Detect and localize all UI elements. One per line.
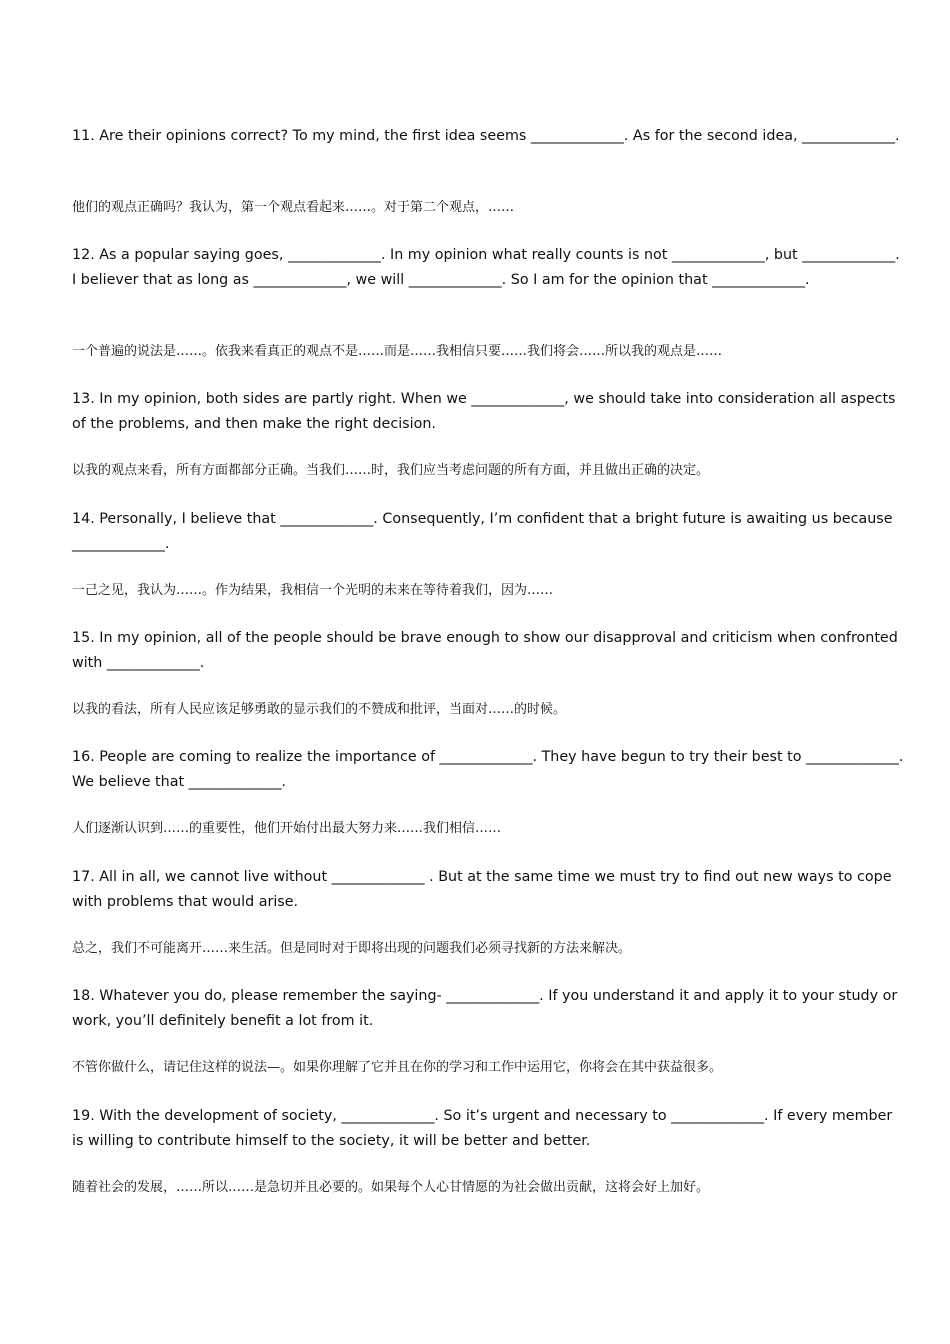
chinese-translation: 一个普遍的说法是……。依我来看真正的观点不是……而是……我相信只要……我们将会……所以我的观点是…… xyxy=(72,344,723,359)
sentence-item-14 xyxy=(72,507,908,598)
english-sentence: 15. In my opinion, all of the people should be brave enough to show our disapproval and criticism when confronted with _____________. xyxy=(72,630,898,671)
chinese-translation: 不管你做什么，请记住这样的说法—。如果你理解了它并且在你的学习和工作中运用它，你将会在其中获益很多。 xyxy=(72,1060,723,1075)
chinese-translation: 以我的看法，所有人民应该足够勇敢的显示我们的不赞成和批评，当面对……的时候。 xyxy=(72,702,567,717)
english-sentence: 14. Personally, I believe that _____________. Consequently, I’m confident that a bright future is awaiting us because _____________. xyxy=(72,511,893,552)
chinese-translation: 人们逐渐认识到……的重要性，他们开始付出最大努力来……我们相信…… xyxy=(72,821,502,836)
sentence-item-17 xyxy=(72,865,908,956)
sentence-item-11 xyxy=(72,124,908,215)
english-sentence: 17. All in all, we cannot live without _____________ . But at the same time we must try to find out new ways to cope with problems that would arise. xyxy=(72,869,892,910)
english-sentence: 19. With the development of society, _____________. So it’s urgent and necessary to _____________. If every member is willing to contribute himself to the society, it will be better and better. xyxy=(72,1108,893,1149)
sentence-item-12 xyxy=(72,243,908,359)
sentence-item-13 xyxy=(72,387,908,478)
chinese-translation: 一己之见，我认为……。作为结果，我相信一个光明的未来在等待着我们，因为…… xyxy=(72,583,554,598)
chinese-translation: 随着社会的发展，……所以……是急切并且必要的。如果每个人心甘情愿的为社会做出贡献，这将会好上加好。 xyxy=(72,1180,710,1195)
english-sentence: 11. Are their opinions correct? To my mind, the first idea seems _____________. As for the second idea, _____________. xyxy=(72,128,900,144)
chinese-translation: 总之，我们不可能离开……来生活。但是同时对于即将出现的问题我们必须寻找新的方法来解决。 xyxy=(72,941,632,956)
sentence-item-18 xyxy=(72,984,908,1075)
english-sentence: 12. As a popular saying goes, _____________. In my opinion what really counts is not _____________, but _____________. I believer that as long as _____________, we will _____________. So I am for the opinion that _____________. xyxy=(72,247,900,288)
english-sentence: 18. Whatever you do, please remember the saying- _____________. If you understand it and apply it to your study or work, you’ll definitely benefit a lot from it. xyxy=(72,988,898,1029)
chinese-translation: 他们的观点正确吗？我认为，第一个观点看起来……。对于第二个观点，…… xyxy=(72,200,515,215)
english-sentence: 16. People are coming to realize the importance of _____________. They have begun to try their best to _____________. We believe that _____________. xyxy=(72,749,904,790)
sentence-item-19 xyxy=(72,1104,908,1195)
chinese-translation: 以我的观点来看，所有方面都部分正确。当我们……时，我们应当考虑问题的所有方面，并且做出正确的决定。 xyxy=(72,463,710,478)
english-sentence: 13. In my opinion, both sides are partly right. When we _____________, we should take into consideration all aspects of the problems, and then make the right decision. xyxy=(72,391,896,432)
sentence-item-16 xyxy=(72,745,908,836)
sentence-item-15 xyxy=(72,626,908,717)
